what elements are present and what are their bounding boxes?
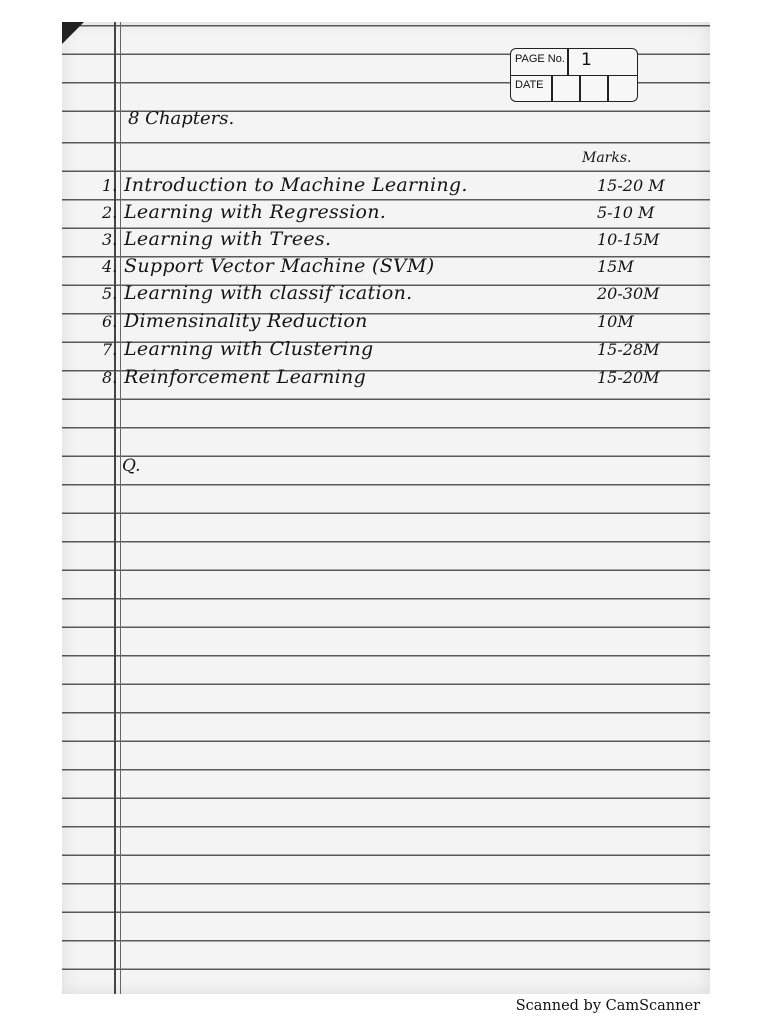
chapter-name: Reinforcement Learning [124,366,367,388]
date-row [511,75,637,101]
chapter-number: 8. [102,368,118,387]
chapter-marks: 20-30M [597,284,660,303]
chapter-marks: 15-20M [597,368,660,387]
chapter-name: Introduction to Machine Learning. [124,174,468,196]
page-title: 8 Chapters. [128,108,235,129]
chapter-number: 7. [102,340,118,359]
page-header-box [510,48,638,102]
chapter-number: 6. [102,312,118,331]
chapter-name: Learning with Regression. [124,201,387,223]
chapter-row [102,310,692,336]
chapter-row [102,201,692,227]
chapter-number: 2. [102,203,118,222]
chapter-marks: 15M [597,257,634,276]
page-no-value: 1 [581,50,592,70]
scanner-watermark: Scanned by CamScanner [515,998,700,1014]
chapter-number: 3. [102,230,118,249]
chapter-row [102,174,692,200]
chapter-row [102,338,692,364]
page-no-divider [567,49,569,75]
chapter-row [102,255,692,281]
question-label: Q. [122,456,141,476]
chapter-name: Learning with classif ication. [124,282,413,304]
page-corner [62,22,84,44]
page-no-row [511,49,637,76]
chapter-row [102,228,692,254]
date-divider-1 [551,75,553,101]
marks-header: Marks. [582,150,632,166]
chapter-name: Learning with Clustering [124,338,374,360]
chapter-marks: 15-28M [597,340,660,359]
margin-line-inner [120,22,121,994]
chapter-number: 4. [102,257,118,276]
chapter-marks: 15-20 M [597,176,665,195]
chapter-name: Dimensinality Reduction [124,310,368,332]
chapter-marks: 10-15M [597,230,660,249]
date-divider-2 [579,75,581,101]
chapter-number: 5. [102,284,118,303]
chapter-name: Learning with Trees. [124,228,332,250]
notebook-page [62,22,710,994]
chapter-marks: 5-10 M [597,203,655,222]
page-no-label: PAGE No. [515,53,565,65]
date-label: DATE [515,79,544,91]
chapter-number: 1. [102,176,118,195]
date-divider-3 [607,75,609,101]
chapter-marks: 10M [597,312,634,331]
margin-line [114,22,116,994]
chapter-row [102,282,692,308]
chapter-name: Support Vector Machine (SVM) [124,255,435,277]
chapter-row [102,366,692,392]
